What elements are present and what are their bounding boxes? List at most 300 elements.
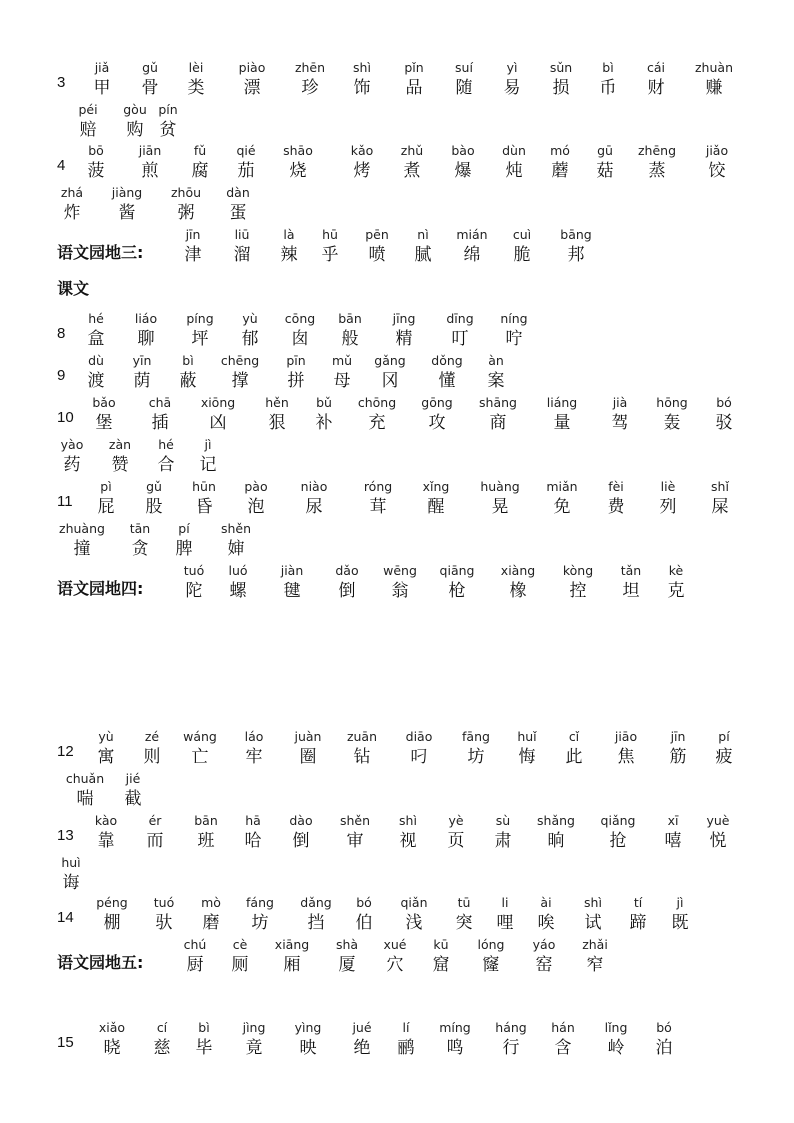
- char-cell: [174, 479, 234, 521]
- char-cell: [586, 479, 646, 521]
- hanzi: 母: [333, 371, 351, 391]
- pinyin: diāo: [405, 729, 433, 744]
- pinyin: fāng: [462, 729, 490, 744]
- hanzi: 疲: [715, 747, 733, 767]
- hanzi: 漂: [243, 78, 261, 98]
- hanzi: 贪: [131, 539, 149, 559]
- pinyin: láo: [244, 729, 264, 744]
- pinyin: huàng: [480, 479, 520, 494]
- char-cell: [360, 353, 420, 395]
- char-cell: [484, 311, 544, 353]
- pinyin: mǔ: [331, 353, 353, 368]
- char-cell: [230, 895, 290, 937]
- section-row: [0, 937, 794, 979]
- char-cell: [41, 855, 101, 897]
- hanzi: 酱: [118, 203, 136, 223]
- pinyin: cōng: [284, 311, 316, 326]
- char-cell: [224, 729, 284, 771]
- char-cell: [154, 521, 214, 563]
- pinyin: zhuàng: [59, 521, 105, 536]
- pinyin: sǔn: [549, 60, 573, 75]
- hanzi: 婶: [227, 539, 245, 559]
- char-cell: [170, 729, 230, 771]
- hanzi: 绵: [463, 245, 481, 265]
- hanzi: 津: [184, 245, 202, 265]
- char-cell: [156, 185, 216, 227]
- pinyin: liáo: [134, 311, 158, 326]
- hanzi: 厕: [231, 955, 249, 975]
- lesson-number: 9: [57, 367, 66, 384]
- pinyin: qiāng: [439, 563, 475, 578]
- pinyin: jiǎ: [94, 60, 110, 75]
- hanzi: 泡: [247, 497, 265, 517]
- hanzi: 橡: [509, 581, 527, 601]
- pinyin: chōng: [357, 395, 397, 410]
- char-cell: [320, 311, 380, 353]
- char-cell: [52, 521, 112, 563]
- pinyin: fǔ: [193, 143, 207, 158]
- pinyin: qié: [236, 143, 256, 158]
- hanzi: 甲: [93, 78, 111, 98]
- char-cell: [565, 937, 625, 979]
- hanzi: 晃: [491, 497, 509, 517]
- hanzi: 免: [553, 497, 571, 517]
- lesson-row: [0, 479, 794, 521]
- hanzi: 菇: [596, 161, 614, 181]
- pinyin: jié: [125, 771, 141, 786]
- pinyin: yù: [242, 311, 258, 326]
- char-cell: [596, 729, 656, 771]
- hanzi: 页: [447, 831, 465, 851]
- lesson-row: [0, 143, 794, 185]
- pinyin: liáng: [546, 395, 578, 410]
- pinyin: tuó: [153, 895, 175, 910]
- char-cell: [82, 895, 142, 937]
- hanzi: 驾: [611, 413, 629, 433]
- hanzi: 合: [157, 455, 175, 475]
- char-cell: [407, 395, 467, 437]
- hanzi: 亡: [191, 747, 209, 767]
- hanzi: 截: [124, 789, 142, 809]
- char-cell: [325, 813, 385, 855]
- pinyin: xiǎo: [98, 1020, 126, 1035]
- lesson-row: [0, 521, 794, 563]
- pinyin: hū: [322, 227, 338, 242]
- pinyin: mián: [456, 227, 488, 242]
- pinyin: pín: [158, 102, 178, 117]
- char-cell: [262, 563, 322, 605]
- pinyin: hán: [551, 1020, 575, 1035]
- hanzi: 邦: [567, 245, 585, 265]
- hanzi: 焦: [617, 747, 635, 767]
- char-cell: [548, 563, 608, 605]
- section-heading: 语文园地五:: [57, 953, 144, 972]
- pinyin: lóng: [477, 937, 505, 952]
- pinyin: bó: [656, 1020, 672, 1035]
- pinyin: xiāng: [274, 937, 310, 952]
- pinyin: chēng: [220, 353, 260, 368]
- hanzi: 屎: [711, 497, 729, 517]
- hanzi: 精: [395, 329, 413, 349]
- pinyin: mò: [201, 895, 221, 910]
- pinyin: jì: [676, 895, 684, 910]
- lesson-number: 12: [57, 743, 74, 760]
- hanzi: 昏: [195, 497, 213, 517]
- lesson-number: 10: [57, 409, 74, 426]
- pinyin: suí: [455, 60, 473, 75]
- pinyin: yìng: [294, 1020, 322, 1035]
- pinyin: li: [501, 895, 509, 910]
- hanzi: 懂: [438, 371, 456, 391]
- hanzi: 充: [368, 413, 386, 433]
- hanzi: 煮: [403, 161, 421, 181]
- pinyin: qiǎng: [600, 813, 636, 828]
- hanzi: 筋: [669, 747, 687, 767]
- lesson-row: [0, 1020, 794, 1062]
- char-cell: [389, 729, 449, 771]
- hanzi: 行: [502, 1038, 520, 1058]
- pinyin: ér: [148, 813, 162, 828]
- char-cell: [222, 60, 282, 102]
- pinyin: gǎng: [374, 353, 406, 368]
- hanzi: 蒸: [648, 161, 666, 181]
- hanzi: 倒: [292, 831, 310, 851]
- section-row: [0, 227, 794, 269]
- pinyin: yì: [506, 60, 518, 75]
- lesson-row: [0, 855, 794, 897]
- hanzi: 视: [399, 831, 417, 851]
- pinyin: tān: [129, 521, 151, 536]
- pinyin: shěn: [339, 813, 371, 828]
- char-cell: [271, 813, 331, 855]
- pinyin: dǎng: [300, 895, 332, 910]
- hanzi: 螺: [229, 581, 247, 601]
- hanzi: 粥: [177, 203, 195, 223]
- char-cell: [626, 60, 686, 102]
- pinyin: liè: [660, 479, 676, 494]
- hanzi: 炖: [505, 161, 523, 181]
- pinyin: zhuàn: [695, 60, 733, 75]
- pinyin: pí: [178, 521, 190, 536]
- pinyin: kǎo: [350, 143, 374, 158]
- pinyin: jìng: [242, 1020, 266, 1035]
- lesson-row: [0, 311, 794, 353]
- hanzi: 量: [553, 413, 571, 433]
- hanzi: 堡: [95, 413, 113, 433]
- lesson-row: [0, 185, 794, 227]
- pinyin: liū: [234, 227, 250, 242]
- hanzi: 悦: [709, 831, 727, 851]
- char-cell: [590, 395, 650, 437]
- lesson-number: 4: [57, 157, 66, 174]
- pinyin: piào: [238, 60, 266, 75]
- pinyin: yè: [448, 813, 464, 828]
- hanzi: 列: [659, 497, 677, 517]
- hanzi: 抢: [609, 831, 627, 851]
- hanzi: 聊: [137, 329, 155, 349]
- hanzi: 骨: [141, 78, 159, 98]
- hanzi: 慈: [153, 1038, 171, 1058]
- lesson-row: [0, 437, 794, 479]
- section-heading: 语文园地四:: [57, 579, 144, 598]
- hanzi: 腐: [191, 161, 209, 181]
- hanzi: 鸣: [446, 1038, 464, 1058]
- hanzi: 窟: [432, 955, 450, 975]
- hanzi: 郁: [241, 329, 259, 349]
- lesson-number: 14: [57, 909, 74, 926]
- pinyin: zàn: [108, 437, 132, 452]
- pinyin: bì: [198, 1020, 210, 1035]
- pinyin: cí: [156, 1020, 168, 1035]
- pinyin: lèi: [188, 60, 204, 75]
- pinyin: jué: [352, 1020, 372, 1035]
- hanzi: 渡: [87, 371, 105, 391]
- hanzi: 拼: [287, 371, 305, 391]
- char-cell: [188, 395, 248, 437]
- pinyin: dào: [289, 813, 313, 828]
- hanzi: 叼: [410, 747, 428, 767]
- char-cell: [130, 395, 190, 437]
- hanzi: 饰: [353, 78, 371, 98]
- char-cell: [268, 143, 328, 185]
- pinyin: luó: [228, 563, 248, 578]
- hanzi: 撞: [73, 539, 91, 559]
- pinyin: dù: [88, 353, 104, 368]
- char-cell: [638, 479, 698, 521]
- hanzi: 既: [671, 913, 689, 933]
- char-cell: [427, 563, 487, 605]
- hanzi: 咛: [505, 329, 523, 349]
- hanzi: 屁: [97, 497, 115, 517]
- char-cell: [526, 813, 586, 855]
- char-cell: [646, 563, 706, 605]
- hanzi: 挡: [307, 913, 325, 933]
- pinyin: yuè: [706, 813, 730, 828]
- pinyin: bān: [194, 813, 218, 828]
- char-cell: [74, 395, 134, 437]
- hanzi: 枪: [448, 581, 466, 601]
- pinyin: pì: [100, 479, 112, 494]
- pinyin: bì: [182, 353, 194, 368]
- pinyin: bó: [356, 895, 372, 910]
- pinyin: cè: [232, 937, 248, 952]
- hanzi: 此: [565, 747, 583, 767]
- hanzi: 蹄: [629, 913, 647, 933]
- pinyin: zé: [144, 729, 160, 744]
- hanzi: 含: [554, 1038, 572, 1058]
- hanzi: 绝: [353, 1038, 371, 1058]
- char-cell: [224, 1020, 284, 1062]
- char-cell: [158, 353, 218, 395]
- pinyin: zuān: [346, 729, 378, 744]
- hanzi: 乎: [321, 245, 339, 265]
- pinyin: pīn: [286, 353, 306, 368]
- hanzi: 岭: [607, 1038, 625, 1058]
- hanzi: 随: [455, 78, 473, 98]
- pinyin: gǔ: [142, 60, 158, 75]
- pinyin: bǎo: [92, 395, 116, 410]
- char-cell: [694, 729, 754, 771]
- hanzi: 坊: [467, 747, 485, 767]
- pinyin: dùn: [502, 143, 526, 158]
- hanzi: 案: [487, 371, 505, 391]
- hanzi: 记: [199, 455, 217, 475]
- pinyin: bì: [602, 60, 614, 75]
- hanzi: 品: [405, 78, 423, 98]
- char-cell: [532, 479, 592, 521]
- pinyin: wēng: [383, 563, 417, 578]
- char-cell: [684, 60, 744, 102]
- pinyin: hūn: [192, 479, 216, 494]
- char-cell: [103, 771, 163, 813]
- pinyin: àn: [488, 353, 504, 368]
- char-cell: [694, 395, 754, 437]
- hanzi: 类: [187, 78, 205, 98]
- pinyin: mó: [550, 143, 570, 158]
- pinyin: jiāo: [614, 729, 638, 744]
- pinyin: jiàn: [280, 563, 304, 578]
- char-cell: [374, 311, 434, 353]
- hanzi: 股: [145, 497, 163, 517]
- hanzi: 撑: [231, 371, 249, 391]
- pinyin: zhǎi: [582, 937, 608, 952]
- char-cell: [370, 563, 430, 605]
- pinyin: yào: [60, 437, 84, 452]
- pinyin: shǐ: [711, 479, 729, 494]
- char-cell: [473, 813, 533, 855]
- char-cell: [66, 143, 126, 185]
- hanzi: 厦: [338, 955, 356, 975]
- pinyin: péng: [96, 895, 128, 910]
- hanzi: 尿: [305, 497, 323, 517]
- pinyin: gū: [597, 143, 613, 158]
- pinyin: shāng: [479, 395, 517, 410]
- pinyin: shì: [353, 60, 371, 75]
- pinyin: cái: [646, 60, 665, 75]
- section-heading: 语文园地三:: [57, 243, 144, 262]
- pinyin: níng: [500, 311, 528, 326]
- hanzi: 饺: [708, 161, 726, 181]
- hanzi: 控: [569, 581, 587, 601]
- char-cell: [575, 143, 635, 185]
- hanzi: 映: [299, 1038, 317, 1058]
- char-cell: [178, 437, 238, 479]
- pinyin: bǔ: [316, 395, 332, 410]
- lesson-number: 8: [57, 325, 66, 342]
- char-cell: [425, 1020, 485, 1062]
- pinyin: juàn: [294, 729, 322, 744]
- char-cell: [468, 395, 528, 437]
- pinyin: yù: [98, 729, 114, 744]
- hanzi: 溜: [233, 245, 251, 265]
- hanzi: 而: [146, 831, 164, 851]
- pinyin: zhēng: [637, 143, 677, 158]
- pinyin: shǎng: [537, 813, 575, 828]
- hanzi: 腻: [414, 245, 432, 265]
- pinyin: hé: [88, 311, 104, 326]
- char-cell: [532, 395, 592, 437]
- hanzi: 蔽: [179, 371, 197, 391]
- hanzi: 插: [151, 413, 169, 433]
- pinyin: jì: [204, 437, 212, 452]
- pinyin: zhōu: [170, 185, 202, 200]
- hanzi: 茸: [369, 497, 387, 517]
- char-cell: [138, 102, 198, 144]
- pinyin: chú: [183, 937, 207, 952]
- hanzi: 蛋: [229, 203, 247, 223]
- lesson-number: 13: [57, 827, 74, 844]
- hanzi: 晌: [547, 831, 565, 851]
- pinyin: xiōng: [200, 395, 236, 410]
- char-cell: [492, 227, 552, 269]
- pinyin: jiàng: [111, 185, 143, 200]
- pinyin: fáng: [246, 895, 274, 910]
- hanzi: 币: [599, 78, 617, 98]
- char-cell: [208, 185, 268, 227]
- hanzi: 赞: [111, 455, 129, 475]
- char-cell: [544, 729, 604, 771]
- pinyin: kū: [433, 937, 449, 952]
- lesson-row: [0, 895, 794, 937]
- pinyin: shāo: [283, 143, 313, 158]
- pinyin: nì: [417, 227, 429, 242]
- pinyin: bào: [451, 143, 475, 158]
- char-cell: [406, 479, 466, 521]
- hanzi: 狠: [268, 413, 286, 433]
- hanzi: 荫: [133, 371, 151, 391]
- pinyin: jīn: [185, 227, 201, 242]
- pinyin: dīng: [446, 311, 474, 326]
- hanzi: 哈: [244, 831, 262, 851]
- pinyin: bān: [338, 311, 362, 326]
- hanzi: 商: [489, 413, 507, 433]
- hanzi: 烤: [353, 161, 371, 181]
- pinyin: cǐ: [568, 729, 580, 744]
- hanzi: 浅: [405, 913, 423, 933]
- pinyin: yīn: [132, 353, 152, 368]
- char-cell: [688, 813, 748, 855]
- pinyin: hé: [158, 437, 174, 452]
- hanzi: 鹂: [397, 1038, 415, 1058]
- hanzi: 爆: [454, 161, 472, 181]
- hanzi: 竟: [245, 1038, 263, 1058]
- hanzi: 坪: [191, 329, 209, 349]
- hanzi: 审: [346, 831, 364, 851]
- hanzi: 煎: [141, 161, 159, 181]
- pinyin: gòu: [123, 102, 147, 117]
- hanzi: 毽: [283, 581, 301, 601]
- hanzi: 窿: [482, 955, 500, 975]
- char-cell: [278, 729, 338, 771]
- hanzi: 穴: [386, 955, 404, 975]
- hanzi: 驮: [155, 913, 173, 933]
- lesson-row: [0, 771, 794, 813]
- pinyin: zhá: [60, 185, 84, 200]
- char-cell: [461, 937, 521, 979]
- hanzi: 脾: [175, 539, 193, 559]
- hanzi: 般: [341, 329, 359, 349]
- pinyin: shà: [335, 937, 359, 952]
- hanzi: 炸: [63, 203, 81, 223]
- pinyin: dàn: [226, 185, 250, 200]
- pinyin: kè: [668, 563, 684, 578]
- hanzi: 厢: [283, 955, 301, 975]
- pinyin: dǒng: [431, 353, 463, 368]
- hanzi: 叮: [451, 329, 469, 349]
- pinyin: xiàng: [500, 563, 536, 578]
- lesson-row: [0, 729, 794, 771]
- hanzi: 贫: [159, 120, 177, 140]
